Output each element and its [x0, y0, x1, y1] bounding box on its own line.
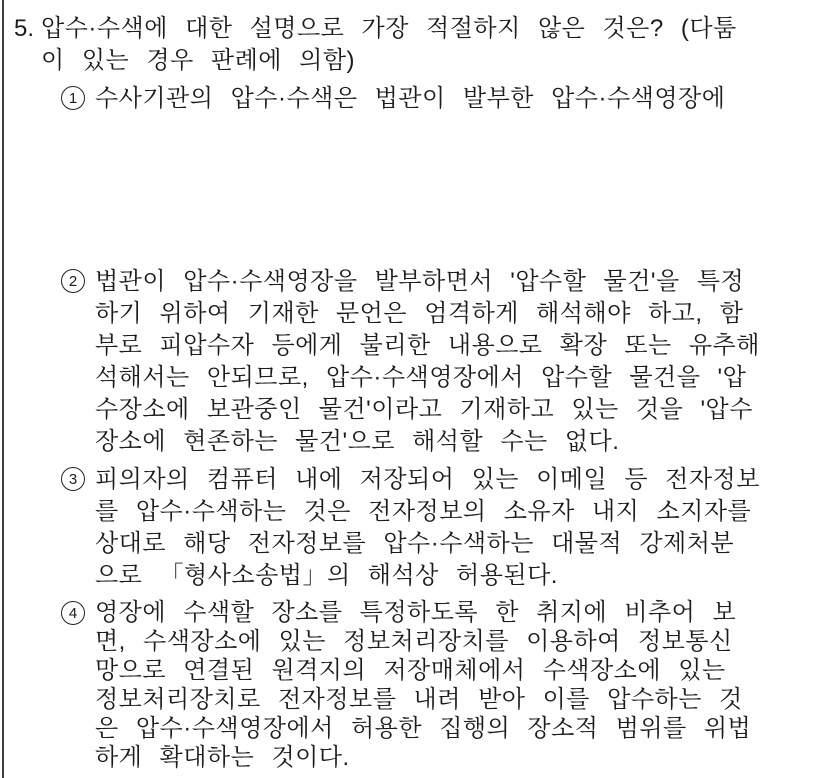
text-line: 부로 피압수자 등에게 불리한 내용으로 확장 또는 유추해 [95, 332, 760, 359]
text-line: 이 있는 경우 판례에 의함) [41, 47, 356, 74]
text-line: 피의자의 컴퓨터 내에 저장되어 있는 이메일 등 전자정보 [95, 466, 760, 493]
question-text [41, 13, 816, 77]
question-block [14, 13, 816, 77]
circled-number-4-icon: 4 [61, 601, 85, 625]
option-2 [61, 266, 816, 458]
text-line: 은 압수·수색영장에서 허용한 집행의 장소적 범위를 위법 [95, 715, 752, 742]
text-line: 정보처리장치로 전자정보를 내려 받아 이를 압수하는 것 [95, 686, 743, 713]
text-line: 법관이 압수·수색영장을 발부하면서 '압수할 물건'을 특정 [95, 268, 745, 295]
option-1-marker-box [61, 83, 95, 110]
text-line: 석해서는 안되므로, 압수·수색영장에서 압수할 물건을 '압 [95, 364, 747, 391]
text-line: 면, 수색장소에 있는 정보처리장치를 이용하여 정보통신 [95, 628, 733, 655]
option-2-text [95, 266, 816, 458]
option-3-marker-box [61, 464, 95, 491]
circled-number-1-icon: 1 [61, 86, 85, 110]
text-line: 하기 위하여 기재한 문언은 엄격하게 해석해야 하고, 함 [95, 300, 744, 327]
text-line: 장소에 현존하는 물건'으로 해석할 수는 없다. [95, 428, 620, 455]
option-3 [61, 464, 816, 592]
option-1 [61, 83, 816, 115]
option-4 [61, 598, 816, 772]
option-1-text [95, 83, 816, 115]
circled-number-2-icon: 2 [61, 269, 85, 293]
text-line: 를 압수·수색하는 것은 전자정보의 소유자 내지 소지자를 [95, 498, 752, 525]
text-line: 망으로 연결된 원격지의 저장매체에서 수색장소에 있는 [95, 657, 726, 684]
circled-number-3-icon: 3 [61, 467, 85, 491]
text-line: 상대로 해당 전자정보를 압수·수색하는 대물적 강제처분 [95, 530, 735, 557]
text-line: 하게 확대하는 것이다. [95, 744, 350, 771]
option-2-marker-box [61, 266, 95, 293]
text-line: 으로 「형사소송법」의 해석상 허용된다. [95, 562, 558, 589]
question-number: 5. [14, 15, 35, 42]
option-3-text [95, 464, 816, 592]
text-line: 압수·수색에 대한 설명으로 가장 적절하지 않은 것은? (다툼 [41, 15, 737, 42]
text-line: 영장에 수색할 장소를 특정하도록 한 취지에 비추어 보 [95, 599, 737, 626]
option-4-text [95, 598, 816, 772]
text-line: 수사기관의 압수·수색은 법관이 발부한 압수·수색영장에 [95, 85, 726, 112]
option-4-marker-box [61, 598, 95, 625]
options-list [61, 83, 816, 772]
text-line: 수장소에 보관중인 물건'이라고 기재하고 있는 것을 '압수 [95, 396, 753, 423]
